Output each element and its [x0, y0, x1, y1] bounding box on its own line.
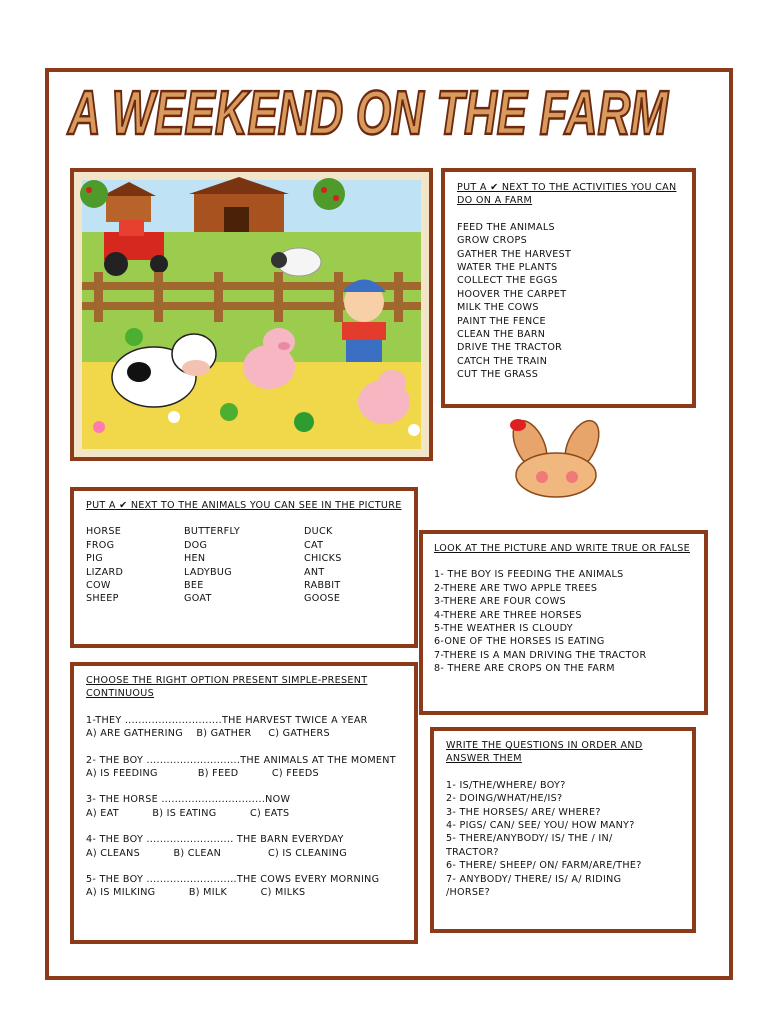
lizard-icon: [294, 412, 314, 432]
question-item: 1- IS/THE/WHERE/ BOY?: [446, 779, 566, 791]
question-item: 4- PIGS/ CAN/ SEE/ YOU/ HOW MANY?: [446, 820, 635, 832]
animals-box: [70, 487, 418, 648]
true-false-item: 7-THERE IS A MAN DRIVING THE TRACTOR: [434, 649, 647, 661]
activity-item: HOOVER THE CARPET: [457, 288, 567, 300]
option-answers: A) IS MILKING B) MILK C) MILKS: [86, 887, 306, 899]
animals-grid: [86, 525, 404, 605]
true-false-item: 5-THE WEATHER IS CLOUDY: [434, 623, 573, 635]
activity-item: WATER THE PLANTS: [457, 262, 558, 274]
question-item: 6- THERE/ SHEEP/ ON/ FARM/ARE/THE?: [446, 860, 642, 872]
question-item: TRACTOR?: [446, 846, 499, 858]
frog-icon: [220, 403, 238, 421]
activities-list: [457, 221, 682, 382]
flower-icon: [408, 424, 420, 436]
animal-item: ANT: [304, 566, 325, 578]
activities-heading: PUT A ✔ NEXT TO THE ACTIVITIES YOU CAN DO ON A FARM: [457, 182, 677, 207]
option-answers: A) CLEANS B) CLEAN C) IS CLEANING: [86, 847, 347, 859]
activity-item: GATHER THE HARVEST: [457, 248, 572, 260]
animals-column: [304, 525, 342, 605]
activity-item: PAINT THE FENCE: [457, 315, 546, 327]
true-false-item: 4-THERE ARE THREE HORSES: [434, 609, 582, 621]
true-false-list: [434, 568, 694, 675]
apple-tree-icon: [313, 178, 345, 210]
activity-item: FEED THE ANIMALS: [457, 221, 555, 233]
svg-text:A WEEKEND ON THE FARM: A WEEKEND ON THE FARM: [66, 79, 669, 148]
animal-item: CHICKS: [304, 553, 342, 565]
activity-item: GROW CROPS: [457, 235, 527, 247]
farm-picture: [70, 168, 433, 461]
activity-item: COLLECT THE EGGS: [457, 275, 558, 287]
animal-item: BUTTERFLY: [184, 526, 241, 538]
animal-item: CAT: [304, 539, 324, 551]
questions-heading: WRITE THE QUESTIONS IN ORDER AND ANSWER THEM: [446, 740, 643, 765]
option-question: 2- THE BOY ............................THE ANIMALS AT THE MOMENT: [86, 754, 396, 766]
option-answers: A) IS FEEDING B) FEED C) FEEDS: [86, 768, 319, 780]
true-false-item: 8- THERE ARE CROPS ON THE FARM: [434, 663, 615, 675]
activity-item: MILK THE COWS: [457, 302, 539, 314]
animal-item: LADYBUG: [184, 566, 232, 578]
flower-icon: [168, 411, 180, 423]
frog-icon: [125, 328, 143, 346]
questions-box: [430, 727, 696, 933]
options-box: [70, 662, 418, 944]
flower-icon: [93, 421, 105, 433]
animal-item: RABBIT: [304, 580, 341, 592]
true-false-item: 6-ONE OF THE HORSES IS EATING: [434, 636, 605, 648]
option-question: 1-THEY .............................THE HARVEST TWICE A YEAR: [86, 714, 368, 726]
animal-item: GOAT: [184, 593, 212, 605]
animal-item: BEE: [184, 580, 204, 592]
true-false-box: [419, 530, 708, 715]
animal-item: HEN: [184, 553, 206, 565]
animal-item: DUCK: [304, 526, 333, 538]
question-item: /HORSE?: [446, 887, 491, 899]
farm-illustration: [74, 172, 429, 457]
page-title: [62, 72, 682, 152]
animals-heading: PUT A ✔ NEXT TO THE ANIMALS YOU CAN SEE IN THE PICTURE: [86, 500, 402, 511]
animal-item: HORSE: [86, 526, 122, 538]
question-item: 3- THE HORSES/ ARE/ WHERE?: [446, 806, 601, 818]
activity-item: CLEAN THE BARN: [457, 329, 546, 341]
animal-item: FROG: [86, 539, 115, 551]
activity-item: DRIVE THE TRACTOR: [457, 342, 563, 354]
animal-item: COW: [86, 580, 111, 592]
activity-item: CUT THE GRASS: [457, 369, 539, 381]
animal-item: GOOSE: [304, 593, 341, 605]
option-question: 3- THE HORSE ...............................NOW: [86, 794, 291, 806]
option-question: 4- THE BOY .......................... THE BARN EVERYDAY: [86, 834, 344, 846]
animals-column: [86, 525, 184, 605]
questions-list: [446, 779, 682, 900]
option-answers: A) EAT B) IS EATING C) EATS: [86, 807, 290, 819]
animal-item: PIG: [86, 553, 103, 565]
question-item: 2- DOING/WHAT/HE/IS?: [446, 793, 563, 805]
options-heading: CHOOSE THE RIGHT OPTION PRESENT SIMPLE-PRESENT CONTINUOUS: [86, 675, 368, 700]
rabbit-ladybug-icon: [490, 415, 620, 500]
animal-item: SHEEP: [86, 593, 119, 605]
question-item: 7- ANYBODY/ THERE/ IS/ A/ RIDING: [446, 873, 622, 885]
activity-item: CATCH THE TRAIN: [457, 355, 548, 367]
true-false-item: 1- THE BOY IS FEEDING THE ANIMALS: [434, 569, 624, 581]
true-false-item: 3-THERE ARE FOUR COWS: [434, 596, 566, 608]
animal-item: LIZARD: [86, 566, 124, 578]
true-false-heading: LOOK AT THE PICTURE AND WRITE TRUE OR FALSE: [434, 543, 690, 554]
option-answers: A) ARE GATHERING B) GATHER C) GATHERS: [86, 728, 330, 740]
true-false-item: 2-THERE ARE TWO APPLE TREES: [434, 582, 598, 594]
question-item: 5- THERE/ANYBODY/ IS/ THE / IN/: [446, 833, 613, 845]
animal-item: DOG: [184, 539, 208, 551]
activities-box: [441, 168, 696, 408]
option-question: 5- THE BOY ...........................THE COWS EVERY MORNING: [86, 874, 380, 886]
apple-tree-icon: [80, 180, 108, 208]
animals-column: [184, 525, 304, 605]
